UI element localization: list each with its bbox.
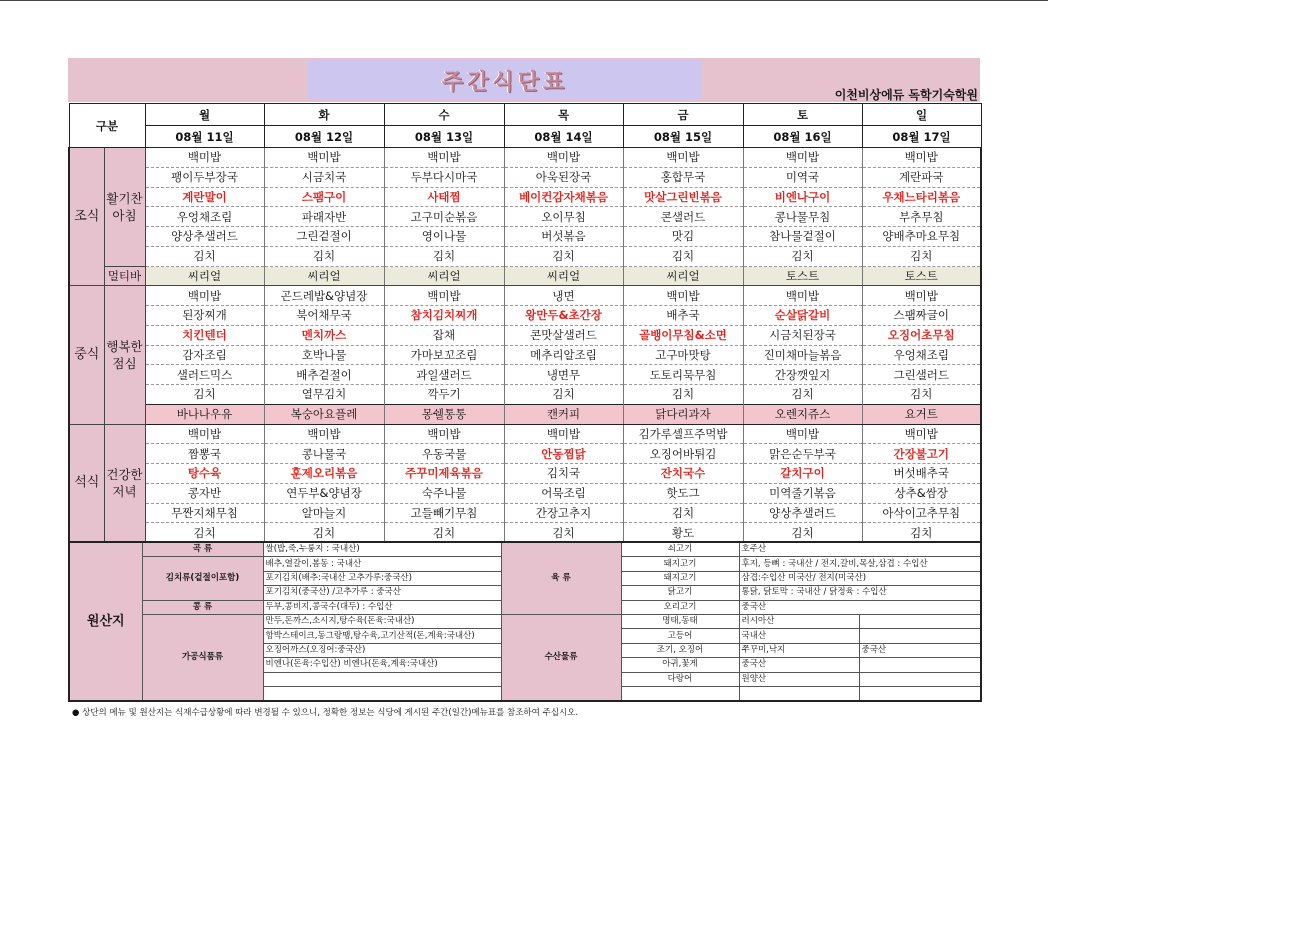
title-box <box>308 60 702 100</box>
menu-item: 된장찌개 <box>145 306 264 326</box>
multibar-item: 토스트 <box>743 266 862 286</box>
day-header: 화 <box>264 104 384 126</box>
multibar-item: 씨리얼 <box>145 266 264 286</box>
menu-item: 곤드레밥&양념장 <box>264 286 384 306</box>
menu-item: 오징어바튀김 <box>623 444 743 464</box>
menu-item: 백미밥 <box>862 286 981 306</box>
menu-item: 백미밥 <box>384 424 504 444</box>
meat-kind: 오리고기 <box>621 600 739 614</box>
menu-item: 가마보꼬조림 <box>384 345 504 365</box>
menu-item: 잡채 <box>384 325 504 345</box>
snack-item: 오렌지쥬스 <box>743 404 862 424</box>
multibar-item: 씨리얼 <box>264 266 384 286</box>
meat-kind: 쇠고기 <box>621 542 739 557</box>
menu-item: 미역줄기볶음 <box>743 483 862 503</box>
menu-item: 백미밥 <box>743 148 862 168</box>
menu-item: 간장고추지 <box>504 503 623 523</box>
menu-item: 순살닭갈비 <box>743 306 862 326</box>
menu-item: 김치 <box>145 246 264 266</box>
menu-item: 치킨텐더 <box>145 325 264 345</box>
seafood-origin: 원양산 <box>739 672 859 686</box>
dinner-row <box>69 483 981 503</box>
menu-item: 콩자반 <box>145 483 264 503</box>
seafood-origin: 러시아산 <box>739 614 859 628</box>
menu-item: 김치 <box>504 246 623 266</box>
menu-item: 김치 <box>862 246 981 266</box>
menu-item: 알마늘지 <box>264 503 384 523</box>
menu-item: 훈제오리볶음 <box>264 464 384 484</box>
day-header: 일 <box>862 104 981 126</box>
menu-item: 우동국물 <box>384 444 504 464</box>
lunch-row <box>69 385 981 405</box>
lunch-row <box>69 365 981 385</box>
lunch-meal-label: 중식 <box>69 286 104 424</box>
menu-item: 고구미순볶음 <box>384 207 504 227</box>
menu-item: 백미밥 <box>145 286 264 306</box>
menu-item: 백미밥 <box>743 286 862 306</box>
meat-label: 육 류 <box>501 542 621 614</box>
day-header: 금 <box>623 104 743 126</box>
seafood-origin-2 <box>859 629 981 643</box>
day-header: 수 <box>384 104 504 126</box>
breakfast-row <box>69 227 981 247</box>
multibar-item: 씨리얼 <box>623 266 743 286</box>
date-header: 08월 11일 <box>145 126 264 148</box>
date-header: 08월 17일 <box>862 126 981 148</box>
menu-item: 갈치구이 <box>743 464 862 484</box>
seafood-kind: 아귀,꽃게 <box>621 658 739 672</box>
menu-item: 냉면 <box>504 286 623 306</box>
menu-item: 백미밥 <box>264 424 384 444</box>
origin-table <box>68 541 982 702</box>
menu-item: 맑은순두부국 <box>743 444 862 464</box>
menu-item: 영이나물 <box>384 227 504 247</box>
weekly-menu-table <box>68 103 982 543</box>
breakfast-row <box>69 148 981 168</box>
seafood-origin: 국내산 <box>739 629 859 643</box>
snack-item: 캔커피 <box>504 404 623 424</box>
menu-item: 연두부&양념장 <box>264 483 384 503</box>
menu-item: 오징어초무침 <box>862 325 981 345</box>
menu-item: 주꾸미제육볶음 <box>384 464 504 484</box>
menu-item: 백미밥 <box>743 424 862 444</box>
dinner-row <box>69 523 981 543</box>
date-header: 08월 16일 <box>743 126 862 148</box>
menu-item: 핫도그 <box>623 483 743 503</box>
menu-item: 백미밥 <box>862 424 981 444</box>
seafood-origin-2 <box>859 614 981 628</box>
menu-item: 김치 <box>623 246 743 266</box>
processed-value <box>263 686 501 701</box>
menu-item: 냉면무 <box>504 365 623 385</box>
seafood-kind: 명태,동태 <box>621 614 739 628</box>
page-title: 주간식단표 <box>441 69 569 95</box>
day-header: 월 <box>145 104 264 126</box>
menu-item: 김치 <box>743 385 862 405</box>
menu-item: 참치김치찌개 <box>384 306 504 326</box>
menu-item: 진미채마늘볶음 <box>743 345 862 365</box>
dinner-row <box>69 503 981 523</box>
top-rule <box>0 0 1048 1</box>
menu-item: 버섯배추국 <box>862 464 981 484</box>
gubun-cell: 구분 <box>69 104 145 148</box>
lunch-row <box>69 345 981 365</box>
day-header: 목 <box>504 104 623 126</box>
menu-item: 그린겉절이 <box>264 227 384 247</box>
menu-item: 참나물겉절이 <box>743 227 862 247</box>
menu-item: 맛살그린빈볶음 <box>623 187 743 207</box>
menu-item: 김치 <box>384 523 504 543</box>
menu-item: 콘맛살샐러드 <box>504 325 623 345</box>
menu-item: 간장깻잎지 <box>743 365 862 385</box>
lunch-row <box>69 306 981 326</box>
menu-item: 우엉채조림 <box>145 207 264 227</box>
menu-item: 짬뽕국 <box>145 444 264 464</box>
multibar-row <box>69 266 981 286</box>
multibar-item: 씨리얼 <box>504 266 623 286</box>
menu-item: 팽이두부장국 <box>145 167 264 187</box>
snack-item: 요거트 <box>862 404 981 424</box>
seafood-kind: 조기, 오징어 <box>621 643 739 657</box>
breakfast-sub-label: 활기찬아침 <box>104 148 145 267</box>
menu-item: 시금치된장국 <box>743 325 862 345</box>
menu-item: 맛김 <box>623 227 743 247</box>
dinner-row <box>69 444 981 464</box>
menu-item: 김치 <box>504 385 623 405</box>
breakfast-meal-label: 조식 <box>69 148 104 286</box>
bean-value: 두부,콩비지,콩국수(대두) : 수입산 <box>263 600 501 614</box>
menu-item: 아삭이고추무침 <box>862 503 981 523</box>
footnote: ● 상단의 메뉴 및 원산지는 식재수급상황에 따라 변경될 수 있으니, 정확한 정보는 식당에 게시된 주간(일간)메뉴표를 참조하여 주십시오. <box>72 708 579 718</box>
seafood-kind: 다랑어 <box>621 672 739 686</box>
menu-item: 홍합무국 <box>623 167 743 187</box>
meat-origin: 호주산 <box>739 542 981 557</box>
processed-label: 가공식품류 <box>142 614 263 701</box>
menu-item: 무짠지채무침 <box>145 503 264 523</box>
menu-item: 시금치국 <box>264 167 384 187</box>
date-header: 08월 15일 <box>623 126 743 148</box>
dinner-row <box>69 424 981 444</box>
origin-label: 원산지 <box>69 542 142 701</box>
menu-item: 김가루셀프주먹밥 <box>623 424 743 444</box>
bean-label: 콩 류 <box>142 600 263 614</box>
menu-item: 양배추마요무침 <box>862 227 981 247</box>
menu-item: 어묵조림 <box>504 483 623 503</box>
menu-item: 베이컨감자채볶음 <box>504 187 623 207</box>
menu-item: 우채느타리볶음 <box>862 187 981 207</box>
date-header: 08월 13일 <box>384 126 504 148</box>
seafood-origin-2 <box>859 672 981 686</box>
breakfast-row <box>69 207 981 227</box>
menu-item: 멘치까스 <box>264 325 384 345</box>
multibar-item: 씨리얼 <box>384 266 504 286</box>
menu-item: 백미밥 <box>862 148 981 168</box>
meat-origin: 삼겹:수입산 미국산/ 전지(미국산) <box>739 571 981 585</box>
menu-item: 김치 <box>504 523 623 543</box>
seafood-origin: 쭈꾸미,낙지 <box>739 643 859 657</box>
menu-item: 콘샐러드 <box>623 207 743 227</box>
menu-item: 백미밥 <box>384 148 504 168</box>
menu-item: 우엉채조림 <box>862 345 981 365</box>
breakfast-row <box>69 167 981 187</box>
menu-item: 파래자반 <box>264 207 384 227</box>
menu-item: 메추리알조림 <box>504 345 623 365</box>
meat-kind: 닭고기 <box>621 586 739 600</box>
menu-item: 계란파국 <box>862 167 981 187</box>
menu-item: 김치 <box>862 385 981 405</box>
lunch-row <box>69 286 981 306</box>
processed-value: 비엔나(돈육:수입산) 비엔나(돈육,계육:국내산) <box>263 658 501 672</box>
menu-item: 간장불고기 <box>862 444 981 464</box>
seafood-origin <box>739 686 859 701</box>
menu-item: 북어채무국 <box>264 306 384 326</box>
kimchi-value: 배추,열갈이,봄동 : 국내산 <box>263 557 501 571</box>
lunch-sub-label: 행복한점심 <box>104 286 145 424</box>
meat-origin: 통닭, 닭토막 : 국내산 / 닭정육 : 수입산 <box>739 586 981 600</box>
menu-item: 김치 <box>743 523 862 543</box>
grain-label: 곡 류 <box>142 542 263 557</box>
menu-item: 백미밥 <box>145 148 264 168</box>
header-row-dates <box>69 126 981 148</box>
meat-origin: 중국산 <box>739 600 981 614</box>
snack-row <box>69 404 981 424</box>
menu-item: 사태찜 <box>384 187 504 207</box>
menu-item: 김치 <box>264 523 384 543</box>
seafood-origin-2 <box>859 658 981 672</box>
date-header: 08월 14일 <box>504 126 623 148</box>
menu-item: 상추&쌈장 <box>862 483 981 503</box>
menu-item: 계란말이 <box>145 187 264 207</box>
menu-item: 양상추샐러드 <box>743 503 862 523</box>
menu-item: 두부다시마국 <box>384 167 504 187</box>
seafood-origin: 중국산 <box>739 658 859 672</box>
menu-item: 버섯볶음 <box>504 227 623 247</box>
meat-kind: 돼지고기 <box>621 571 739 585</box>
menu-item: 그린샐러드 <box>862 365 981 385</box>
menu-item: 고구마맛탕 <box>623 345 743 365</box>
menu-item: 스팸구이 <box>264 187 384 207</box>
header-row-days <box>69 104 981 126</box>
menu-item: 고들빼기무침 <box>384 503 504 523</box>
menu-item: 숙주나물 <box>384 483 504 503</box>
school-name: 이천비상에듀 독학기숙학원 <box>834 88 978 102</box>
menu-item: 김치 <box>862 523 981 543</box>
menu-item: 호박나물 <box>264 345 384 365</box>
dinner-row <box>69 464 981 484</box>
kimchi-label: 김치류(겉절이포함) <box>142 557 263 600</box>
menu-item: 백미밥 <box>264 148 384 168</box>
menu-item: 김치 <box>743 246 862 266</box>
menu-item: 김치 <box>145 385 264 405</box>
menu-item: 깍두기 <box>384 385 504 405</box>
day-header: 토 <box>743 104 862 126</box>
snack-item: 닭다리과자 <box>623 404 743 424</box>
menu-item: 김치 <box>264 246 384 266</box>
menu-item: 부추무침 <box>862 207 981 227</box>
menu-item: 왕만두&초간장 <box>504 306 623 326</box>
origin-row <box>69 542 981 557</box>
menu-item: 김치 <box>623 503 743 523</box>
menu-item: 도토리묵무침 <box>623 365 743 385</box>
menu-item: 콩나물무침 <box>743 207 862 227</box>
processed-value: 오징어까스(오징어:중국산) <box>263 643 501 657</box>
menu-item: 열무김치 <box>264 385 384 405</box>
seafood-kind: 고등어 <box>621 629 739 643</box>
menu-item: 백미밥 <box>623 286 743 306</box>
dinner-sub-label: 건강한저녁 <box>104 424 145 543</box>
snack-item: 복숭아요플레 <box>264 404 384 424</box>
processed-value: 만두,돈까스,소시지,탕수육(돈육:국내산) <box>263 614 501 628</box>
menu-item: 안동찜닭 <box>504 444 623 464</box>
dinner-meal-label: 석식 <box>69 424 104 543</box>
seafood-kind <box>621 686 739 701</box>
menu-item: 배추겉절이 <box>264 365 384 385</box>
grain-value: 쌀(밥,죽,누룽지 : 국내산) <box>263 542 501 557</box>
breakfast-row <box>69 187 981 207</box>
lunch-row <box>69 325 981 345</box>
menu-item: 양상추샐러드 <box>145 227 264 247</box>
menu-item: 배추국 <box>623 306 743 326</box>
menu-item: 과일샐러드 <box>384 365 504 385</box>
meat-origin: 후지, 등뼈 : 국내산 / 전지,갈비,목살,삼겹 : 수입산 <box>739 557 981 571</box>
origin-row <box>69 614 981 628</box>
menu-item: 백미밥 <box>504 424 623 444</box>
menu-item: 아욱된장국 <box>504 167 623 187</box>
menu-item: 김치 <box>384 246 504 266</box>
snack-item: 몽쉘통통 <box>384 404 504 424</box>
menu-item: 백미밥 <box>145 424 264 444</box>
date-header: 08월 12일 <box>264 126 384 148</box>
seafood-origin-2 <box>859 686 981 701</box>
menu-item: 김치 <box>145 523 264 543</box>
processed-value <box>263 672 501 686</box>
menu-item: 탕수육 <box>145 464 264 484</box>
kimchi-value: 포기김치(중국산) /고추가루 : 중국산 <box>263 586 501 600</box>
seafood-origin-2: 중국산 <box>859 643 981 657</box>
menu-item: 백미밥 <box>504 148 623 168</box>
menu-item: 오이무침 <box>504 207 623 227</box>
menu-item: 백미밥 <box>384 286 504 306</box>
multibar-item: 토스트 <box>862 266 981 286</box>
menu-item: 백미밥 <box>623 148 743 168</box>
kimchi-value: 포기김치(배추:국내산 고추가루:중국산) <box>263 571 501 585</box>
menu-item: 김치 <box>623 385 743 405</box>
breakfast-row <box>69 246 981 266</box>
menu-item: 감자조림 <box>145 345 264 365</box>
menu-item: 비엔나구이 <box>743 187 862 207</box>
menu-item: 미역국 <box>743 167 862 187</box>
menu-item: 잔치국수 <box>623 464 743 484</box>
menu-item: 콩나물국 <box>264 444 384 464</box>
menu-item: 골뱅이무침&소면 <box>623 325 743 345</box>
meat-kind: 돼지고기 <box>621 557 739 571</box>
processed-value: 함박스테이크,동그랑땡,탕수육,고기산적(돈,계육:국내산) <box>263 629 501 643</box>
menu-item: 스팸짜글이 <box>862 306 981 326</box>
menu-item: 샐러드믹스 <box>145 365 264 385</box>
snack-item: 바나나우유 <box>145 404 264 424</box>
menu-item: 황도 <box>623 523 743 543</box>
seafood-label: 수산물류 <box>501 614 621 701</box>
multibar-label: 멀티바 <box>104 266 145 286</box>
menu-item: 김치국 <box>504 464 623 484</box>
